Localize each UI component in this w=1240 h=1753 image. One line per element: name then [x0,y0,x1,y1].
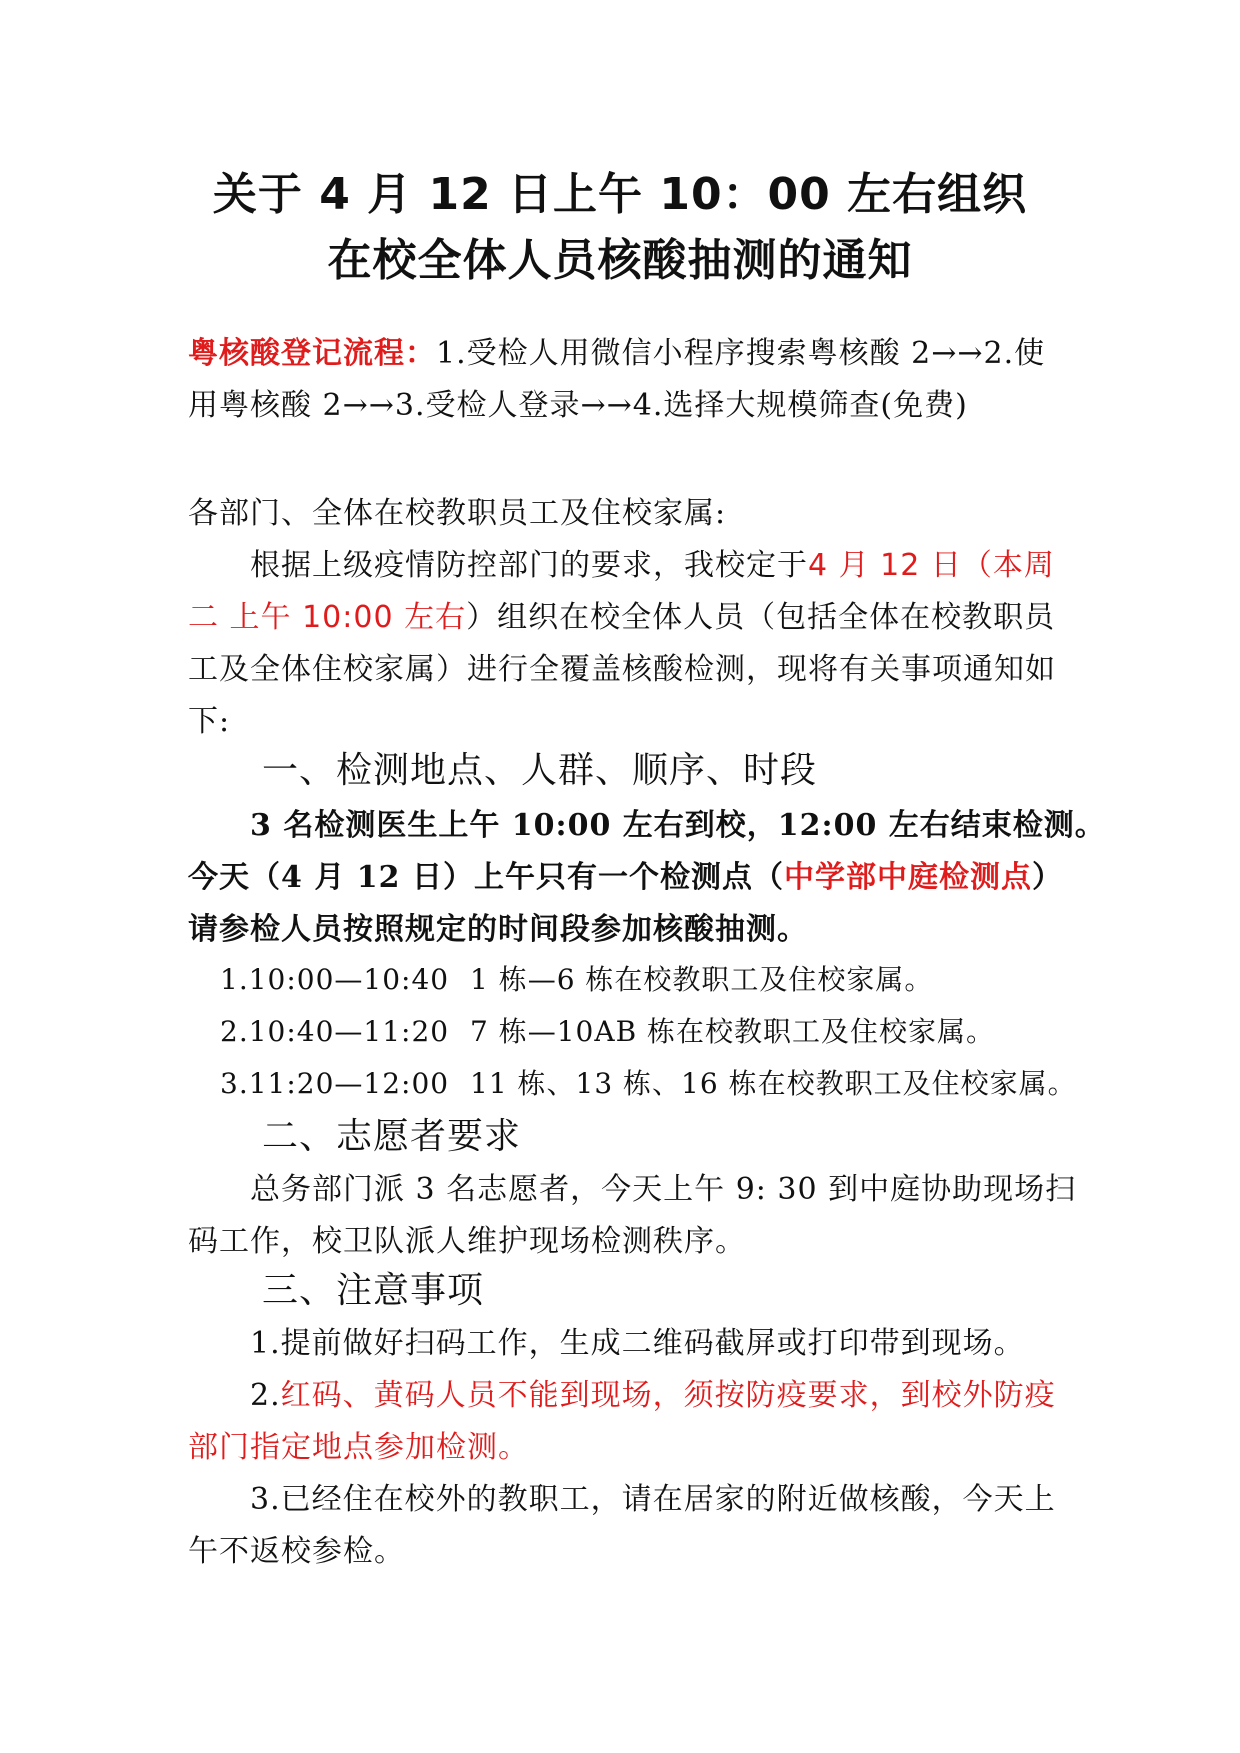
section1-para-2a: 今天（4 月 12 日）上午只有一个检测点（ [188,860,784,895]
notice-item-2 [250,1370,1130,1414]
notice-item-2-number: 2. [250,1378,281,1413]
intro-date-red: 4 月 12 日（本周 [808,548,1055,583]
title-line-1: 关于 4 月 12 日上午 10：00 左右组织 [212,169,1028,220]
notice-item-2-red: 红码、黄码人员不能到现场，须按防疫要求，到校外防疫 [280,1378,1056,1413]
section2-heading: 二、志愿者要求 [262,1116,522,1157]
intro-line-2 [188,592,1068,636]
intro-line-3: 工及全体住校家属）进行全覆盖核酸检测，现将有关事项通知如 [188,652,1056,687]
intro-text-a: 根据上级疫情防控部门的要求，我校定于 [250,548,808,583]
title-line-2: 在校全体人员核酸抽测的通知 [327,235,913,286]
intro-time-red: 二 上午 10:00 左右 [188,600,467,635]
section2-para-1: 总务部门派 3 名志愿者，今天上午 9: 30 到中庭协助现场扫 [250,1172,1077,1207]
schedule-time: 3.11:20—12:00 [220,1067,450,1100]
section2-para-2: 码工作，校卫队派人维护现场检测秩序。 [188,1224,746,1259]
test-site-red: 中学部中庭检测点 [783,860,1032,895]
schedule-row [220,958,933,998]
schedule-time: 1.10:00—10:40 [220,963,450,996]
section3-heading: 三、注意事项 [262,1270,485,1311]
intro-text-d: ）组织在校全体人员（包括全体在校教职员 [466,600,1056,635]
schedule-group: 7 栋—10AB 栋在校教职工及住校家属。 [470,1015,996,1048]
schedule-row [220,1062,1077,1102]
schedule-group: 11 栋、13 栋、16 栋在校教职工及住校家属。 [470,1067,1077,1100]
section1-para-3: 请参检人员按照规定的时间段参加核酸抽测。 [188,912,808,947]
section1-para-2 [188,852,1068,896]
process-label: 粤核酸登记流程： [188,336,436,371]
intro-line-1 [250,540,1130,584]
notice-item-3-cont: 午不返校参检。 [188,1534,405,1569]
section1-para-2c: ） [1031,860,1063,895]
process-line-2: 用粤核酸 2→→3.受检人登录→→4.选择大规模筛查(免费) [188,388,968,423]
section1-heading: 一、检测地点、人群、顺序、时段 [262,750,818,791]
process-text-1: 1.受检人用微信小程序搜索粤核酸 2→→2.使 [436,336,1046,371]
salutation: 各部门、全体在校教职员工及住校家属: [188,496,727,531]
process-line-1 [188,328,1068,372]
schedule-time: 2.10:40—11:20 [220,1015,450,1048]
notice-item-1: 1.提前做好扫码工作，生成二维码截屏或打印带到现场。 [250,1326,1025,1361]
schedule-group: 1 栋—6 栋在校教职工及住校家属。 [470,963,934,996]
section1-para-1: 3 名检测医生上午 10:00 左右到校，12:00 左右结束检测。 [250,808,1106,843]
notice-item-2-red-cont: 部门指定地点参加检测。 [188,1430,529,1465]
intro-line-4: 下: [188,704,231,739]
notice-item-3: 3.已经住在校外的教职工，请在居家的附近做核酸，今天上 [250,1482,1056,1517]
schedule-row [220,1010,995,1050]
